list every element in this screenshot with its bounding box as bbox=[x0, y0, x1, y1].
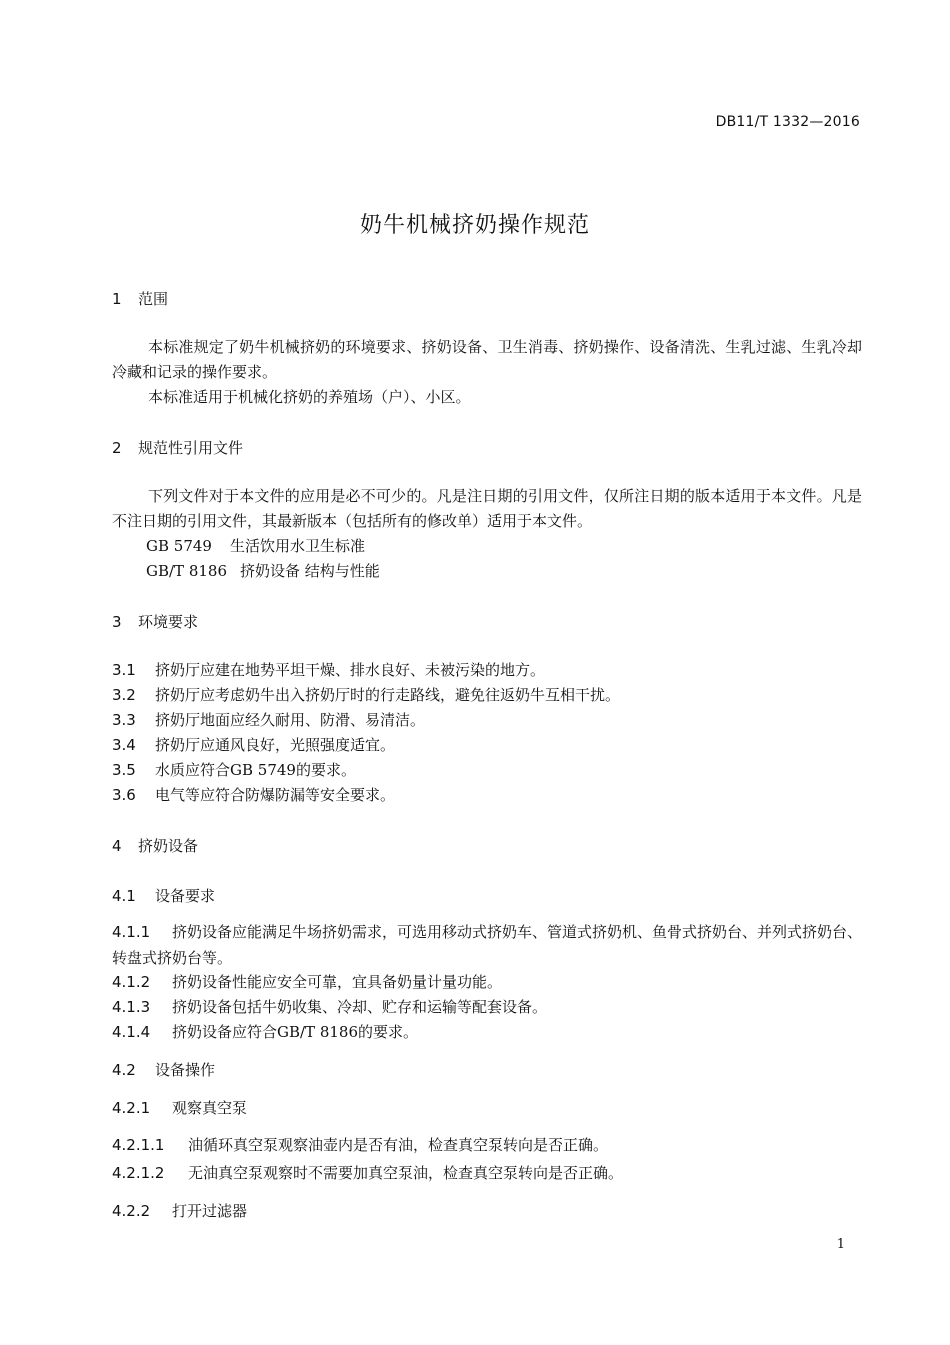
clause-text: 挤奶设备应能满足牛场挤奶需求，可选用移动式挤奶车、管道式挤奶机、鱼骨式挤奶台、并列式挤奶台、转盘式挤奶台等。 bbox=[112, 923, 863, 967]
clause-text: 挤奶厅应考虑奶牛出入挤奶厅时的行走路线，避免往返奶牛互相干扰。 bbox=[155, 686, 621, 704]
clause-text: 水质应符合GB 5749的要求。 bbox=[155, 761, 356, 779]
section-title: 规范性引用文件 bbox=[138, 439, 244, 457]
standard-code: DB11/T 1332—2016 bbox=[715, 114, 860, 130]
reference-code: GB 5749 bbox=[146, 537, 212, 555]
reference-name: 挤奶设备 结构与性能 bbox=[240, 562, 380, 580]
normative-reference bbox=[112, 559, 896, 584]
subsection-number: 4.2 bbox=[112, 1061, 136, 1079]
subsection-number: 4.1 bbox=[112, 887, 136, 905]
subsection-title: 设备要求 bbox=[155, 887, 216, 905]
subsection-4-1-heading bbox=[112, 886, 862, 906]
subsection-number: 4.2.2 bbox=[112, 1202, 151, 1220]
section-number: 2 bbox=[112, 439, 122, 457]
subsection-4-2-2-heading bbox=[112, 1201, 862, 1221]
clause-3-5 bbox=[112, 758, 862, 784]
section-number: 1 bbox=[112, 290, 122, 308]
clause-3-2 bbox=[112, 683, 862, 709]
subsection-4-2-heading bbox=[112, 1060, 862, 1080]
section-number: 4 bbox=[112, 837, 122, 855]
section-1-heading bbox=[112, 289, 862, 309]
section-1-paragraph-2: 本标准适用于机械化挤奶的养殖场（户）、小区。 bbox=[148, 388, 471, 406]
section-title: 挤奶设备 bbox=[138, 837, 199, 855]
clause-number: 3.4 bbox=[112, 736, 136, 754]
clause-number: 4.2.1.2 bbox=[112, 1164, 165, 1182]
subsection-number: 4.2.1 bbox=[112, 1099, 151, 1117]
clause-text: 挤奶设备应符合GB/T 8186的要求。 bbox=[172, 1023, 419, 1041]
page-number: 1 bbox=[836, 1237, 845, 1252]
clause-text: 油循环真空泵观察油壶内是否有油，检查真空泵转向是否正确。 bbox=[188, 1136, 609, 1154]
clause-number: 4.2.1.1 bbox=[112, 1136, 165, 1154]
document-title: 奶牛机械挤奶操作规范 bbox=[359, 213, 590, 238]
clause-4-1-2 bbox=[112, 970, 862, 996]
clause-number: 4.1.3 bbox=[112, 998, 151, 1016]
clause-3-4 bbox=[112, 733, 862, 759]
subsection-title: 观察真空泵 bbox=[172, 1099, 248, 1117]
normative-reference bbox=[112, 534, 896, 559]
section-2-paragraph: 下列文件对于本文件的应用是必不可少的。凡是注日期的引用文件，仅所注日期的版本适用于本文件。凡是不注日期的引用文件，其最新版本（包括所有的修改单）适用于本文件。 bbox=[112, 487, 862, 530]
reference-code: GB/T 8186 bbox=[146, 562, 228, 580]
clause-number: 3.3 bbox=[112, 711, 136, 729]
clause-3-1 bbox=[112, 658, 862, 684]
section-title: 范围 bbox=[138, 290, 169, 308]
clause-number: 4.1.4 bbox=[112, 1023, 151, 1041]
section-4-heading bbox=[112, 836, 862, 856]
clause-4-1-4 bbox=[112, 1020, 862, 1046]
clause-text: 挤奶厅应通风良好，光照强度适宜。 bbox=[155, 736, 396, 754]
section-number: 3 bbox=[112, 613, 122, 631]
clause-4-2-1-1 bbox=[112, 1133, 862, 1159]
section-2-heading bbox=[112, 438, 862, 458]
reference-name: 生活饮用水卫生标准 bbox=[230, 537, 366, 555]
clause-text: 无油真空泵观察时不需要加真空泵油，检查真空泵转向是否正确。 bbox=[188, 1164, 624, 1182]
subsection-title: 设备操作 bbox=[155, 1061, 216, 1079]
clause-number: 4.1.2 bbox=[112, 973, 151, 991]
section-3-heading bbox=[112, 612, 862, 632]
clause-text: 挤奶设备包括牛奶收集、冷却、贮存和运输等配套设备。 bbox=[172, 998, 548, 1016]
clause-number: 3.2 bbox=[112, 686, 136, 704]
clause-text: 电气等应符合防爆防漏等安全要求。 bbox=[155, 786, 396, 804]
clause-3-6 bbox=[112, 783, 862, 809]
clause-number: 3.6 bbox=[112, 786, 136, 804]
subsection-title: 打开过滤器 bbox=[172, 1202, 248, 1220]
clause-text: 挤奶厅地面应经久耐用、防滑、易清洁。 bbox=[155, 711, 426, 729]
subsection-4-2-1-heading bbox=[112, 1098, 862, 1118]
section-1-paragraph-1: 本标准规定了奶牛机械挤奶的环境要求、挤奶设备、卫生消毒、挤奶操作、设备清洗、生乳过滤、生乳冷却冷藏和记录的操作要求。 bbox=[112, 338, 862, 381]
clause-text: 挤奶设备性能应安全可靠，宜具备奶量计量功能。 bbox=[172, 973, 503, 991]
clause-3-3 bbox=[112, 708, 862, 734]
clause-4-1-3 bbox=[112, 995, 862, 1021]
clause-4-1-1 bbox=[112, 920, 862, 972]
clause-number: 3.1 bbox=[112, 661, 136, 679]
clause-text: 挤奶厅应建在地势平坦干燥、排水良好、未被污染的地方。 bbox=[155, 661, 546, 679]
section-title: 环境要求 bbox=[138, 613, 199, 631]
clause-4-2-1-2 bbox=[112, 1161, 862, 1187]
clause-number: 4.1.1 bbox=[112, 923, 151, 941]
clause-number: 3.5 bbox=[112, 761, 136, 779]
